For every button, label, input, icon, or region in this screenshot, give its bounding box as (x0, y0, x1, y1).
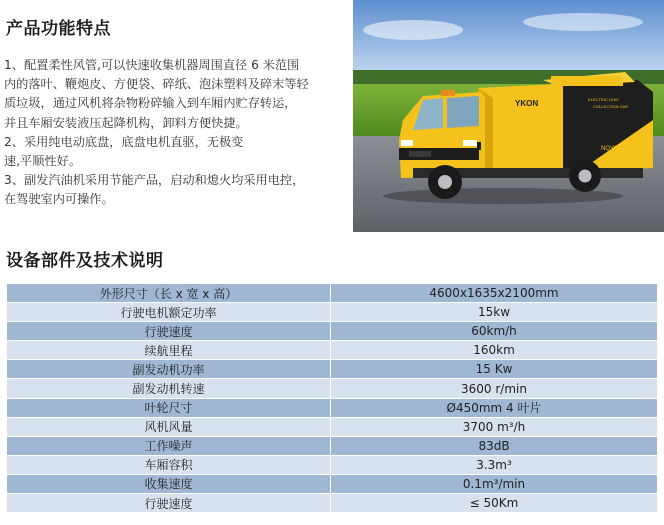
brand-text: YKON (515, 99, 539, 108)
features-title: 产品功能特点 (6, 19, 111, 39)
table-row (7, 455, 658, 474)
table-row (7, 436, 658, 455)
spec-value: 160km (331, 341, 658, 360)
spec-label: 工作噪声 (7, 436, 331, 455)
spec-value: 15kw (331, 303, 658, 322)
spec-label: 续航里程 (7, 341, 331, 360)
table-row (7, 398, 658, 417)
table-row (7, 303, 658, 322)
spec-label: 车厢容积 (7, 455, 331, 474)
feature-line: 内的落叶、鞭炮皮、方便袋、碎纸、泡沫塑料及碎末等轻 (4, 77, 309, 92)
spec-label: 副发动机功率 (7, 360, 331, 379)
feature-line: 速,平顺性好。 (4, 154, 81, 169)
spec-label: 叶轮尺寸 (7, 398, 331, 417)
spec-value: 15 Kw (331, 360, 658, 379)
spec-table (6, 283, 658, 513)
specs-title: 设备部件及技术说明 (6, 251, 164, 271)
spec-value: 3.3m³ (331, 455, 658, 474)
feature-line: 3、副发汽油机采用节能产品，启动和熄火均采用电控， (4, 173, 305, 188)
truck-photo (353, 0, 664, 232)
side-label-2: COLLECTION CAR (593, 104, 629, 109)
table-row (7, 494, 658, 513)
spec-value: 0.1m³/min (331, 474, 658, 493)
spec-value: 3600 r/min (331, 379, 658, 398)
table-row (7, 341, 658, 360)
model-text: NQYS-45 (601, 146, 627, 152)
spec-label: 收集速度 (7, 474, 331, 493)
table-row (7, 284, 658, 303)
table-row (7, 360, 658, 379)
spec-label: 外形尺寸（长 x 宽 x 高） (7, 284, 331, 303)
spec-label: 行驶电机额定功率 (7, 303, 331, 322)
table-row (7, 322, 658, 341)
spec-value: Ø450mm 4 叶片 (331, 398, 658, 417)
table-row (7, 417, 658, 436)
table-row (7, 474, 658, 493)
spec-value: 3700 m³/h (331, 417, 658, 436)
spec-value: 83dB (331, 436, 658, 455)
feature-line: 2、采用纯电动底盘，底盘电机直驱，无极变 (4, 134, 244, 149)
feature-line: 质垃圾，通过风机将杂物粉碎输入到车厢内贮存转运， (4, 96, 297, 111)
feature-line: 在驾驶室内可操作。 (4, 192, 114, 207)
spec-value: 60km/h (331, 322, 658, 341)
feature-line: 1、配置柔性风管,可以快速收集机器周围直径 6 米范围 (4, 58, 300, 72)
spec-label: 行驶速度 (7, 322, 331, 341)
spec-value: ≤ 50Km (331, 494, 658, 513)
spec-label: 副发动机转速 (7, 379, 331, 398)
feature-line: 并且车厢安装液压起降机构，卸料方便快捷。 (4, 115, 248, 130)
spec-label: 风机风量 (7, 417, 331, 436)
features-text (4, 56, 340, 210)
spec-value: 4600x1635x2100mm (331, 284, 658, 303)
table-row (7, 379, 658, 398)
side-label-1: ELECTRIC LEAF (588, 97, 619, 102)
spec-label: 行驶速度 (7, 494, 331, 513)
